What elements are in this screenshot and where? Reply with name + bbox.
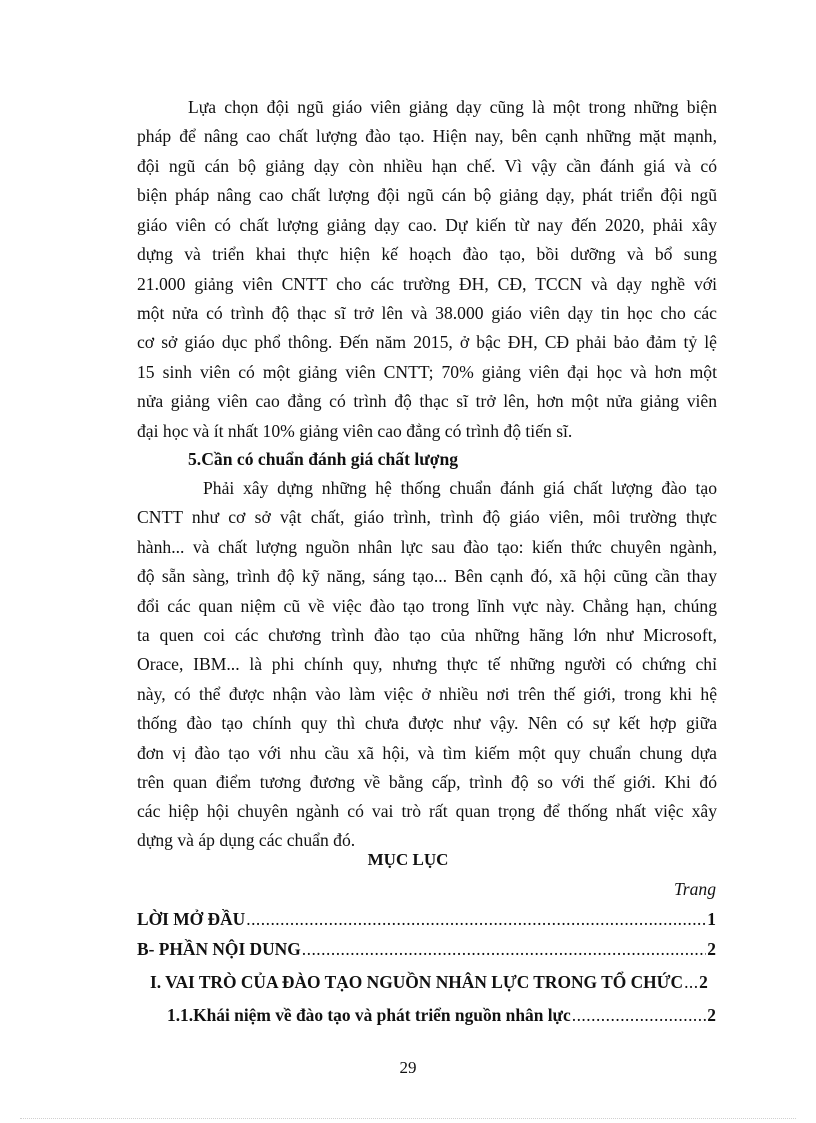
paragraph-line: 15 sinh viên có một giảng viên CNTT; 70% giảng viên đại học và hơn một: [137, 362, 717, 382]
paragraph-line: nửa giảng viên cao đẳng có trình độ thạc sĩ trở lên, hơn một nửa giảng viên: [137, 391, 717, 411]
paragraph-line: độ sẵn sàng, trình độ kỹ năng, sáng tạo... Bên cạnh đó, xã hội cũng cần thay: [137, 566, 717, 586]
paragraph-line: các hiệp hội chuyên ngành có vai trò rất quan trọng để thống nhất việc xây: [137, 801, 717, 821]
paragraph-line: Orace, IBM... là phi chính quy, nhưng thực tế những người có chứng chỉ: [137, 654, 717, 674]
toc-entry-title: I. VAI TRÒ CỦA ĐÀO TẠO NGUỒN NHÂN LỰC TRONG TỔ CHỨC: [150, 972, 684, 992]
toc-entry[interactable]: [137, 938, 716, 960]
toc-leader-dots: [246, 908, 706, 930]
section-heading: 5.Cần có chuẩn đánh giá chất lượng: [188, 449, 459, 469]
toc-entry-page: 2: [707, 1005, 716, 1025]
toc-entry[interactable]: [150, 971, 716, 993]
paragraph-line: Phải xây dựng những hệ thống chuẩn đánh giá chất lượng đào tạo: [203, 478, 717, 498]
toc-leader-dots: [302, 938, 707, 960]
paragraph-line: 21.000 giảng viên CNTT cho các trường ĐH, CĐ, TCCN và dạy nghề với: [137, 274, 717, 294]
paragraph-line: trên quan điểm tương đương về bằng cấp, trình độ so với thế giới. Khi đó: [137, 772, 717, 792]
paragraph-line: thống đào tạo chính quy thì chưa được như vậy. Nên có sự kết hợp giữa: [137, 713, 717, 733]
paragraph-line: đơn vị đào tạo với nhu cầu xã hội, và tìm kiếm một quy chuẩn chung dựa: [137, 743, 717, 763]
toc-entry[interactable]: [167, 1004, 716, 1026]
toc-entry-page: 2: [707, 939, 716, 959]
toc-leader-dots: [572, 1004, 707, 1026]
paragraph-line: đại học và ít nhất 10% giảng viên cao đẳng có trình độ tiến sĩ.: [137, 421, 573, 441]
paragraph-line: này, có thể được nhận vào làm việc ở nhiều nơi trên thế giới, trong khi hệ: [137, 684, 717, 704]
toc-title: MỤC LỤC: [367, 850, 449, 869]
paragraph-line: Lựa chọn đội ngũ giáo viên giảng dạy cũng là một trong những biện: [188, 97, 717, 117]
toc-entry-page: 1: [707, 909, 716, 929]
toc-leader-dots: [684, 971, 698, 993]
paragraph-line: hành... và chất lượng nguồn nhân lực sau đào tạo: kiến thức chuyên ngành,: [137, 537, 717, 557]
paragraph-line: dựng và áp dụng các chuẩn đó.: [137, 830, 356, 850]
paragraph-line: dựng và triển khai thực hiện kế hoạch đào tạo, bồi dưỡng và bổ sung: [137, 244, 717, 264]
paragraph-line: biện pháp nâng cao chất lượng đội ngũ cán bộ giảng dạy, phát triển đội ngũ: [137, 185, 717, 205]
page-bottom-divider: [20, 1118, 796, 1119]
paragraph-line: CNTT như cơ sở vật chất, giáo trình, trình độ giáo viên, môi trường thực: [137, 507, 717, 527]
toc-entry-title: LỜI MỞ ĐẦU: [137, 909, 246, 929]
toc-page-label: Trang: [673, 879, 716, 899]
toc-entry[interactable]: [137, 908, 716, 930]
paragraph-line: giáo viên có chất lượng giảng dạy cao. Dự kiến từ nay đến 2020, phải xây: [137, 215, 717, 235]
paragraph-line: pháp để nâng cao chất lượng đào tạo. Hiện nay, bên cạnh những mặt mạnh,: [137, 126, 717, 146]
toc-entry-title: B- PHẦN NỘI DUNG: [137, 939, 301, 959]
toc-entry-title: 1.1.Khái niệm về đào tạo và phát triển nguồn nhân lực: [167, 1005, 571, 1025]
paragraph-line: đội ngũ cán bộ giảng dạy còn nhiều hạn chế. Vì vậy cần đánh giá và có: [137, 156, 717, 176]
toc-entry-page: 2: [699, 972, 708, 992]
page-number: 29: [399, 1058, 417, 1077]
paragraph-line: ta quen coi các chương trình đào tạo của những hãng lớn như Microsoft,: [137, 625, 717, 645]
paragraph-line: cơ sở giáo dục phổ thông. Đến năm 2015, ở bậc ĐH, CĐ phải bảo đảm tỷ lệ: [137, 332, 717, 352]
paragraph-line: một nửa có trình độ thạc sĩ trở lên và 38.000 giáo viên dạy tin học cho các: [137, 303, 717, 323]
paragraph-line: đổi các quan niệm cũ về việc đào tạo trong lĩnh vực này. Chẳng hạn, chúng: [137, 596, 717, 616]
